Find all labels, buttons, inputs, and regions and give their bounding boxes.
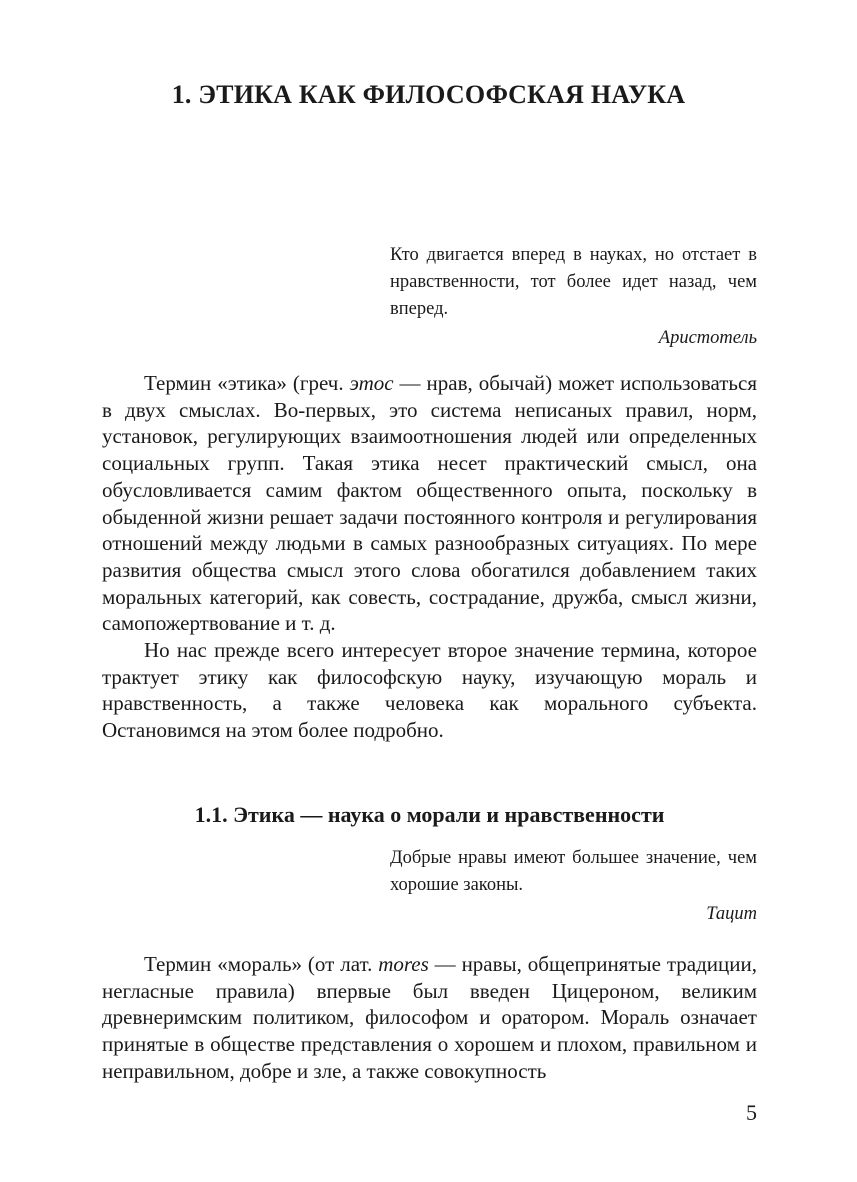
page-number: 5 [746, 1100, 757, 1125]
latin-term: mores [378, 952, 429, 976]
section-title: 1.1. Этика — наука о морали и нравственности [194, 802, 665, 827]
section-body [102, 951, 757, 1085]
paragraph: Но нас прежде всего интересует второе значение термина, которое трактует этику как философскую науку, изучающую мораль и нравственность, а также человека как морального субъекта. Остановимся на этом более подробно. [102, 638, 757, 743]
epigraph [390, 242, 757, 352]
paragraph: Термин «этика» (греч. этос — нрав, обычай) может использоваться в двух смыслах. Во-первых, это система неписаных правил, норм, установок, регулирующих взаимоотношения людей или определенных социальных групп. Такая этика несет практический смысл, она обусловливается самим фактом общественного опыта, поскольку в обыденной жизни решает задачи постоянного контроля и регулирования отношений между людьми в самых разнообразных ситуациях. По мере развития общества смысл этого слова обогатился добавлением таких моральных категорий, как совесть, сострадание, дружба, смысл жизни, самопожертвование и т. д. [102, 371, 757, 636]
chapter-title: 1. ЭТИКА КАК ФИЛОСОФСКАЯ НАУКА [171, 80, 686, 109]
epigraph-quote: Добрые нравы имеют большее значение, чем хорошие законы. [390, 848, 757, 895]
epigraph [390, 845, 757, 928]
epigraph-author: Тацит [706, 904, 757, 924]
epigraph-quote: Кто двигается вперед в науках, но отстает в нравственности, тот более идет назад, чем вперед. [390, 245, 757, 319]
epigraph-author: Аристотель [658, 328, 757, 348]
greek-term: этос [349, 371, 394, 395]
paragraph: Термин «мораль» (от лат. mores — нравы, общепринятые традиции, негласные правила) впервые был введен Цицероном, великим древнеримским политиком, философом и оратором. Мораль означает принятые в обществе представления о хорошем и плохом, правильном и неправильном, добре и зле, а также совокупность [102, 952, 757, 1083]
chapter-intro [102, 370, 757, 744]
